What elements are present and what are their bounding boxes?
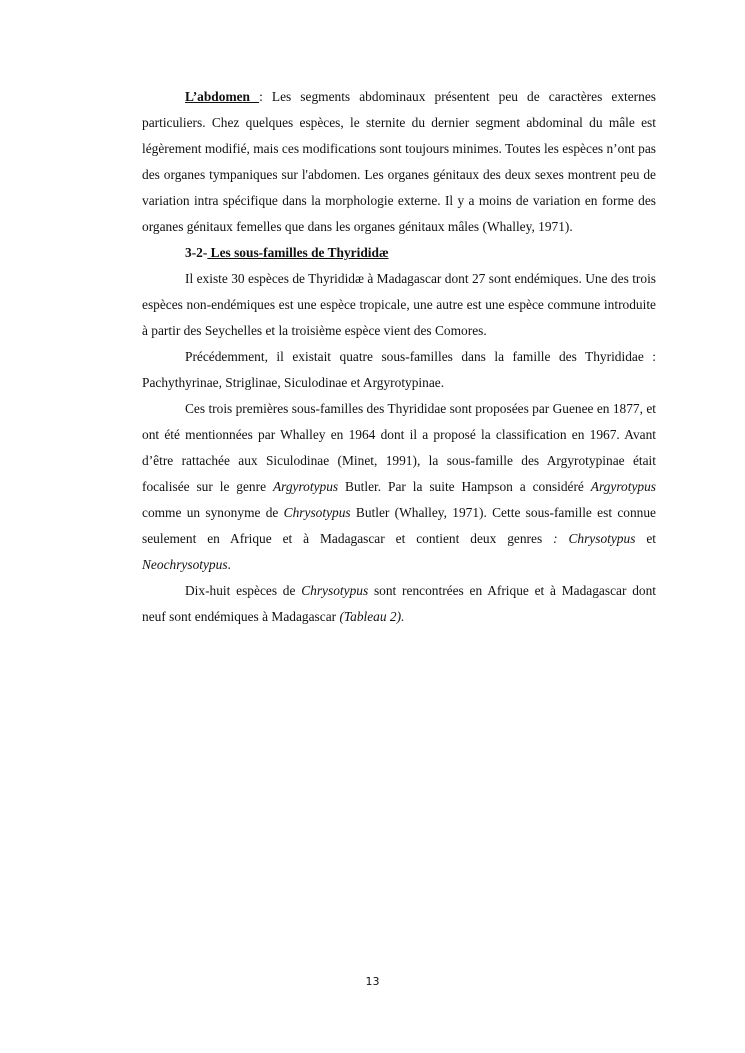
history-text-6: . — [227, 557, 231, 572]
abdomen-text: : Les segments abdominaux présentent peu de caractères externes particuliers. Chez quelques espèces, le sternite du dernier segment abdominal du mâle est légèrement modifié, mais ces modifications sont toujours minimes. Toutes les espèces n’ont pas des organes tympaniques sur l'abdomen. Les organes génitaux des deux sexes montrent peu de variation intra spécifique dans la morphologie externe. Il y a moins de variation en forme des organes génitaux femelles que dans les organes génitaux mâles (Whalley, 1971). — [142, 89, 656, 234]
genus-name: Chrysotypus — [301, 583, 369, 598]
genus-name: Neochrysotypus — [142, 557, 228, 572]
subfamilies-text: Précédemment, il existait quatre sous-familles dans la famille des Thyrididae : Pachythyrinae, Striglinae, Siculodinae et Argyrotypinae. — [142, 349, 656, 390]
paragraph-species-count — [142, 266, 656, 344]
species-count-text: Il existe 30 espèces de Thyrididæ à Madagascar dont 27 sont endémiques. Une des trois espèces non-endémiques est une espèce tropicale, une autre est une espèce commune introduite à partir des Seychelles et la troisième espèce vient des Comores. — [142, 271, 656, 338]
genus-name: Argyrotypus — [590, 479, 656, 494]
genus-name: : Chrysotypus — [553, 531, 636, 546]
section-heading — [142, 240, 656, 266]
abdomen-term: L’abdomen — [185, 89, 260, 104]
paragraph-subfamilies — [142, 344, 656, 396]
paragraph-chrysotypus — [142, 578, 656, 630]
section-number: 3-2- — [185, 245, 208, 260]
page-number: 13 — [365, 975, 380, 988]
history-text-3: comme un synonyme de — [142, 505, 284, 520]
history-text-4: Butler (Whalley, 1971). Cette sous-famille est connue seulement en Afrique et à Madagascar et contient deux genres — [142, 505, 656, 546]
section-title: Les sous-familles de Thyrididæ — [207, 245, 389, 260]
genus-name: Chrysotypus — [283, 505, 351, 520]
genus-name: Argyrotypus — [272, 479, 339, 494]
document-page — [142, 84, 656, 630]
paragraph-abdomen — [142, 84, 656, 240]
history-text-1: Ces trois premières sous-familles des Thyrididae sont proposées par Guenee en 1877, et ont été mentionnées par Whalley en 1964 dont il a proposé la classification en 1967. Avant d’être rattachée aux Siculodinae (Minet, 1991), la sous-famille des Argyrotypinae était focalisée sur le genre — [142, 401, 656, 494]
paragraph-history — [142, 396, 656, 578]
chrysotypus-text-1: Dix-huit espèces de — [185, 583, 302, 598]
chrysotypus-text-2: sont rencontrées en Afrique et à Madagascar dont neuf sont endémiques à Madagascar — [142, 583, 657, 624]
table-reference: (Tableau 2). — [339, 609, 405, 624]
history-text-5: et — [635, 531, 657, 546]
history-text-2: Butler. Par la suite Hampson a considéré — [338, 479, 591, 494]
